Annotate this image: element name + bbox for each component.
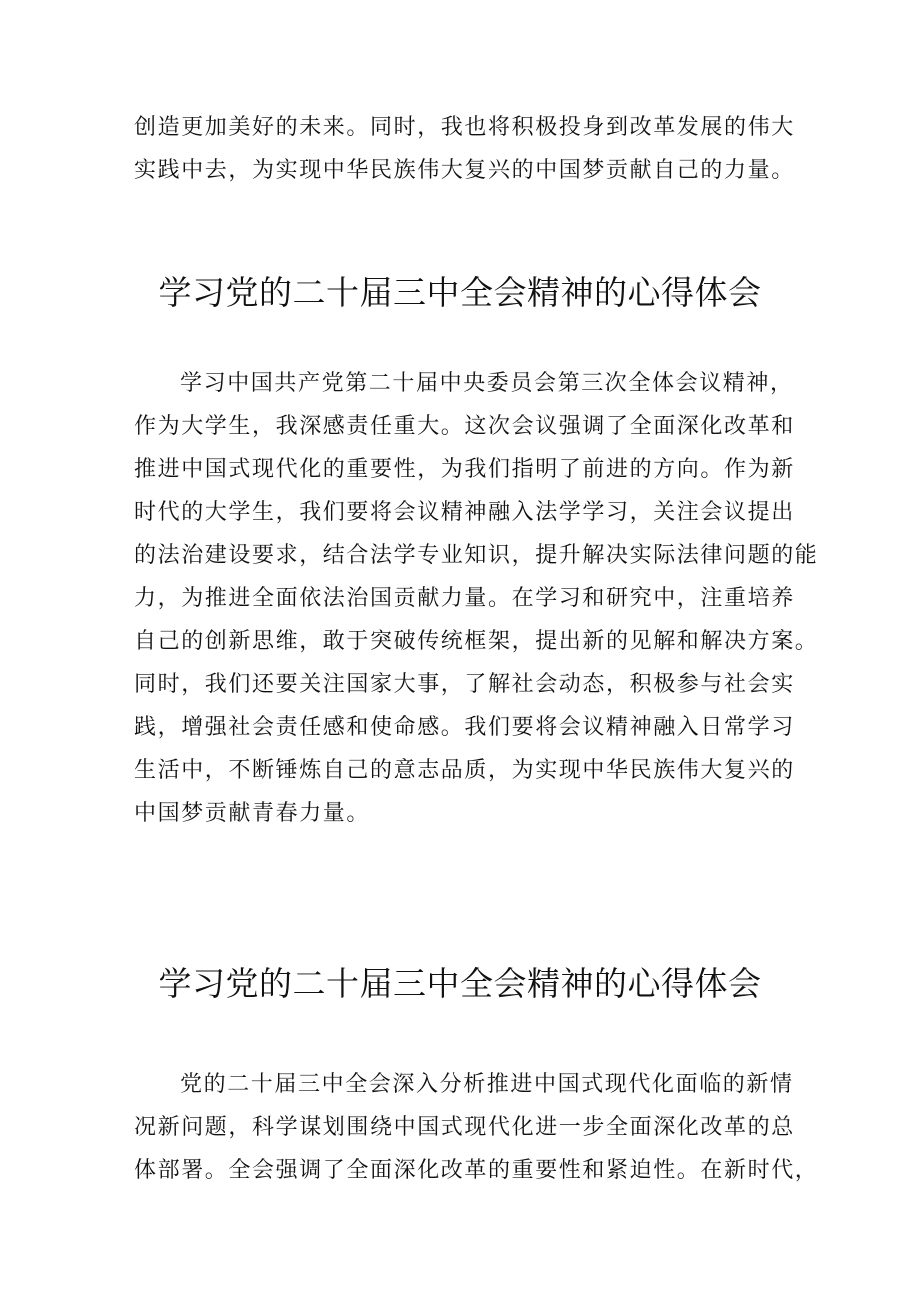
section1-paragraph xyxy=(134,362,819,835)
paragraph-line: 创造更加美好的未来。同时，我也将积极投身到改革发展的伟大 xyxy=(134,115,795,140)
intro-paragraph xyxy=(134,106,794,192)
paragraph-line: 践，增强社会责任感和使命感。我们要将会议精神融入日常学习 xyxy=(134,715,795,740)
paragraph-line: 自己的创新思维，敢于突破传统框架，提出新的见解和解决方案。 xyxy=(134,629,819,654)
section-heading-1: 学习党的二十届三中全会精神的心得体会 xyxy=(158,273,762,312)
paragraph-line: 中国梦贡献青春力量。 xyxy=(134,801,371,826)
paragraph-line: 力，为推进全面依法治国贡献力量。在学习和研究中，注重培养 xyxy=(134,586,795,611)
paragraph-line: 学习中国共产党第二十届中央委员会第三次全体会议精神， xyxy=(180,371,794,396)
paragraph-line: 时代的大学生，我们要将会议精神融入法学学习，关注会议提出 xyxy=(134,500,795,525)
paragraph-line: 作为大学生，我深感责任重大。这次会议强调了全面深化改革和 xyxy=(134,414,795,439)
paragraph-line: 同时，我们还要关注国家大事，了解社会动态，积极参与社会实 xyxy=(134,672,795,697)
section-heading-2: 学习党的二十届三中全会精神的心得体会 xyxy=(158,964,762,1003)
paragraph-line: 体部署。全会强调了全面深化改革的重要性和紧迫性。在新时代， xyxy=(134,1158,819,1183)
paragraph-line: 的法治建设要求，结合法学专业知识，提升解决实际法律问题的能 xyxy=(134,543,819,568)
paragraph-line: 党的二十届三中全会深入分析推进中国式现代化面临的新情 xyxy=(180,1072,794,1097)
section2-paragraph xyxy=(134,1063,819,1192)
paragraph-line: 生活中，不断锤炼自己的意志品质，为实现中华民族伟大复兴的 xyxy=(134,758,795,783)
paragraph-line: 况新问题，科学谋划围绕中国式现代化进一步全面深化改革的总 xyxy=(134,1115,795,1140)
paragraph-line: 推进中国式现代化的重要性，为我们指明了前进的方向。作为新 xyxy=(134,457,795,482)
paragraph-line: 实践中去，为实现中华民族伟大复兴的中国梦贡献自己的力量。 xyxy=(134,158,795,183)
